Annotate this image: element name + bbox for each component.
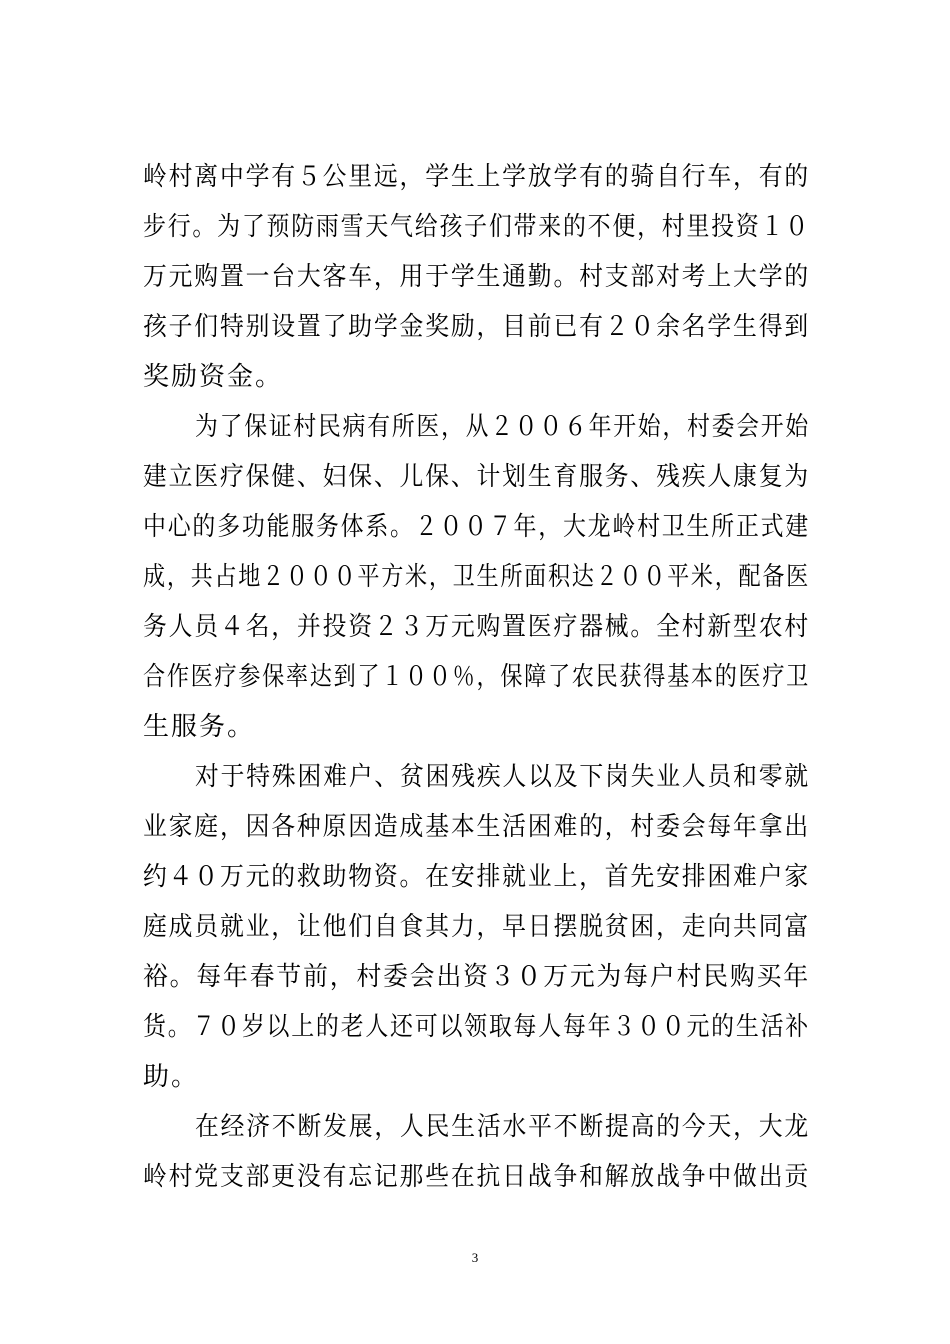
text-line: 孩子们特别设置了助学金奖励，目前已有２０余名学生得到 — [143, 312, 811, 342]
text-line: 生服务。 — [143, 712, 256, 742]
text-line: 业家庭，因各种原因造成基本生活困难的，村委会每年拿出 — [143, 812, 811, 842]
text-line: 中心的多功能服务体系。２００７年，大龙岭村卫生所正式建 — [143, 512, 811, 542]
text-line: 岭村党支部更没有忘记那些在抗日战争和解放战争中做出贡 — [143, 1162, 811, 1192]
text-line: 奖励资金。 — [143, 362, 284, 392]
paragraph-first-line: 对于特殊困难户、贫困残疾人以及下岗失业人员和零就 — [195, 762, 811, 792]
text-line: 合作医疗参保率达到了１００％，保障了农民获得基本的医疗卫 — [143, 662, 811, 692]
text-line: 货。７０岁以上的老人还可以领取每人每年３００元的生活补 — [143, 1012, 811, 1042]
text-line: 步行。为了预防雨雪天气给孩子们带来的不便，村里投资１０ — [143, 212, 811, 242]
text-line: 裕。每年春节前，村委会出资３０万元为每户村民购买年 — [143, 962, 811, 992]
paragraph-first-line: 为了保证村民病有所医，从２００６年开始，村委会开始 — [195, 412, 811, 442]
text-line: 岭村离中学有５公里远，学生上学放学有的骑自行车，有的 — [143, 162, 811, 192]
text-line: 务人员４名，并投资２３万元购置医疗器械。全村新型农村 — [143, 612, 811, 642]
page-number: 3 — [471, 1250, 479, 1265]
paragraph-first-line: 在经济不断发展，人民生活水平不断提高的今天，大龙 — [195, 1112, 811, 1142]
text-line: 万元购置一台大客车，用于学生通勤。村支部对考上大学的 — [143, 262, 811, 292]
text-line: 庭成员就业，让他们自食其力，早日摆脱贫困，走向共同富 — [143, 912, 811, 942]
text-line: 建立医疗保健、妇保、儿保、计划生育服务、残疾人康复为 — [143, 462, 811, 492]
text-line: 约４０万元的救助物资。在安排就业上，首先安排困难户家 — [143, 862, 811, 892]
text-line: 成，共占地２０００平方米，卫生所面积达２００平米，配备医 — [143, 562, 811, 592]
text-line: 助。 — [143, 1062, 200, 1092]
